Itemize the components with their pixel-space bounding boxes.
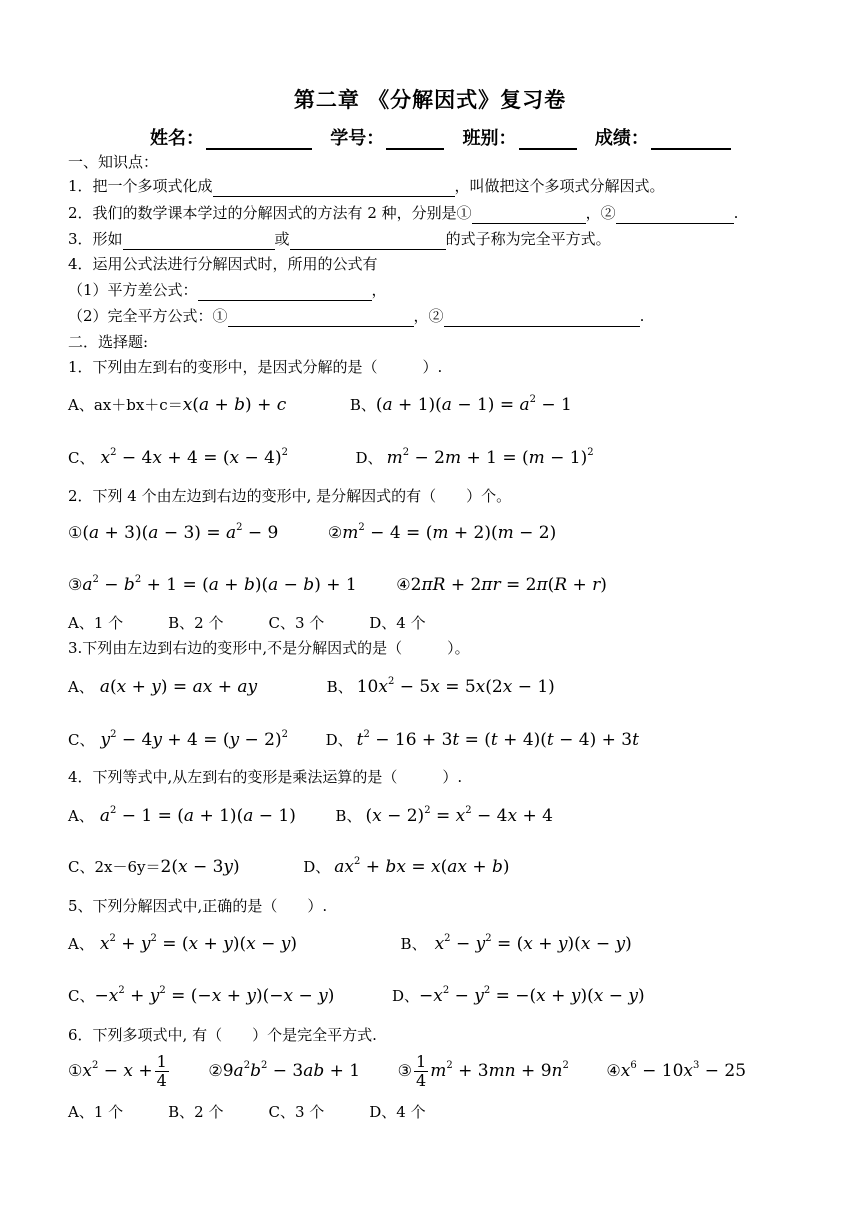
choice-q2-options[interactable]: A、1 个 B、2 个 C、3 个 D、4 个 bbox=[68, 614, 426, 632]
choice-q2-item-1: ①(a + $3)(a - 3) = a^2 - 9$ bbox=[68, 522, 279, 543]
choice-q6-item-3: ③ $\frac{1}{4}$ $m^2 + 3mn + 9n^2$ bbox=[397, 1052, 569, 1090]
knowledge-q4-2-sep: ，② bbox=[413, 307, 444, 325]
choice-q6-stem: 6．下列多项式中, 有（ ）个是完全平方式. bbox=[68, 1026, 377, 1044]
choice-q4-stem: 4．下列等式中,从左到右的变形是乘法运算的是（ ）. bbox=[68, 768, 463, 786]
knowledge-q3-end: 的式子称为完全平方式。 bbox=[445, 230, 611, 248]
choice-q3-option-a-label: A、 bbox=[68, 678, 94, 696]
knowledge-q2 bbox=[68, 202, 738, 224]
choice-q1-option-b-expr: $(a + 1)(a - 1) = a^2 - 1$ bbox=[375, 394, 572, 415]
choice-q4-option-b-label: B、 bbox=[335, 807, 362, 825]
choice-q1-option-a[interactable] bbox=[68, 396, 286, 414]
knowledge-q4: 4．运用公式法进行分解因式时，所用的公式有 bbox=[68, 255, 378, 273]
choice-q1-option-a-expr: x(a + b) + c bbox=[182, 395, 287, 415]
choice-q4-option-a[interactable] bbox=[68, 807, 296, 825]
choice-q3-option-d[interactable] bbox=[326, 731, 639, 749]
knowledge-q1-text: 1．把一个多项式化成 bbox=[68, 177, 213, 195]
score-blank[interactable] bbox=[651, 130, 731, 150]
knowledge-q3-or: 或 bbox=[274, 230, 290, 248]
choice-q5-option-d-expr: $-x^2 - y^2 = -(x + y)(x - y)$ bbox=[418, 985, 645, 1006]
choice-q1-stem: 1．下列由左到右的变形中，是因式分解的是（ ）. bbox=[68, 358, 443, 376]
knowledge-q4-2-blank-2[interactable] bbox=[444, 310, 640, 327]
page-title: 第二章 《分解因式》复习卷 bbox=[293, 88, 567, 112]
knowledge-q2-blank-2[interactable] bbox=[616, 207, 734, 224]
knowledge-q3 bbox=[68, 228, 611, 250]
choice-q5-option-d[interactable] bbox=[392, 987, 645, 1005]
choice-q5-options-cd bbox=[68, 985, 645, 1007]
choice-q1-option-c[interactable] bbox=[68, 449, 288, 467]
choice-q4-option-d-label: D、 bbox=[303, 858, 331, 876]
choice-q2-item-3: $③a^2 - b^2 + 1 = (a + b)(a - b) + 1$ bbox=[68, 574, 357, 595]
choice-q2-stem: 2．下列 4 个由左边到右边的变形中, 是分解因式的有（ ）个。 bbox=[68, 487, 512, 505]
choice-q1-option-b[interactable] bbox=[350, 396, 572, 414]
choice-q3-option-b-label: B、 bbox=[326, 678, 353, 696]
choice-q5-option-a-label: A、 bbox=[68, 935, 94, 953]
choice-q5-option-a[interactable] bbox=[68, 935, 297, 953]
choice-q3-option-b-expr: $10x^2 - 5x = 5x(2x - 1)$ bbox=[356, 676, 555, 697]
choice-q4-option-b-expr: $(x - 2)^2 = x^2 - 4x + 4$ bbox=[365, 805, 553, 826]
knowledge-q4-2 bbox=[68, 305, 644, 327]
choice-q1-option-d-label: D、 bbox=[355, 449, 383, 467]
choice-q4-option-d[interactable] bbox=[303, 858, 509, 876]
choice-q3-option-c-expr: $y^2 - 4y + 4 = (y - 2)^2$ bbox=[100, 729, 289, 750]
knowledge-q4-2-text: （2）完全平方公式：① bbox=[68, 307, 228, 325]
choice-q5-option-b[interactable] bbox=[401, 935, 632, 953]
knowledge-q2-blank-1[interactable] bbox=[472, 207, 586, 224]
choice-q1-option-d[interactable] bbox=[356, 449, 594, 467]
choice-q4-options-cd bbox=[68, 856, 510, 878]
knowledge-q4-2-end: . bbox=[639, 307, 645, 325]
choice-q6-item-1: $①x^2 - x$ + $\frac{1}{4}$ bbox=[68, 1052, 167, 1090]
knowledge-q3-text: 3．形如 bbox=[68, 230, 123, 248]
knowledge-q2-text: 2．我们的数学课本学过的分解因式的方法有 2 种，分别是① bbox=[68, 204, 472, 222]
choice-q1-options-ab bbox=[68, 394, 572, 416]
choice-q5-option-c-label: C、 bbox=[68, 987, 95, 1005]
knowledge-q2-sep: ，② bbox=[585, 204, 616, 222]
knowledge-q4-1 bbox=[68, 279, 387, 301]
choice-q2-item-4: ④2πR + 2πr = 2π(R + r) bbox=[396, 575, 607, 595]
choice-q3-option-d-label: D、 bbox=[325, 731, 353, 749]
section-knowledge-heading: 一、知识点： bbox=[68, 153, 159, 171]
student-info-line bbox=[150, 124, 737, 150]
choice-q1-option-b-label: B、 bbox=[349, 396, 376, 414]
knowledge-q3-blank-1[interactable] bbox=[123, 233, 275, 250]
choice-q6-item-2: $②9a^2b^2 - 3ab + 1$ bbox=[208, 1060, 361, 1081]
choice-q6-item-4: $④x^6 - 10x^3 - 25$ bbox=[606, 1060, 747, 1081]
choice-q1-options-cd bbox=[68, 447, 594, 469]
choice-q3-option-a-expr: a(x + y) = ax + ay bbox=[99, 677, 258, 697]
choice-q5-option-c[interactable] bbox=[68, 987, 334, 1005]
knowledge-q1 bbox=[68, 175, 665, 197]
choice-q1-option-d-expr: $m^2 - 2m + 1 = (m - 1)^2$ bbox=[386, 447, 594, 468]
knowledge-q4-1-end: ， bbox=[371, 281, 387, 299]
choice-q3-option-a[interactable] bbox=[68, 678, 257, 696]
knowledge-q1-text-end: ，叫做把这个多项式分解因式。 bbox=[454, 177, 665, 195]
choice-q4-option-c-expr: 2(x − 3y) bbox=[160, 857, 240, 877]
choice-q5-options-ab bbox=[68, 933, 632, 955]
choice-q3-option-c[interactable] bbox=[68, 731, 288, 749]
choice-q1-option-c-label: C、 bbox=[68, 449, 95, 467]
choice-q1-option-a-label: A、ax＋bx＋c＝ bbox=[68, 396, 183, 414]
name-blank[interactable] bbox=[206, 130, 312, 150]
student-id-blank[interactable] bbox=[386, 130, 444, 150]
choice-q2-item-2: $②m^2 - 4 = (m + 2)(m - 2)$ bbox=[327, 522, 557, 543]
choice-q3-option-c-label: C、 bbox=[68, 731, 95, 749]
knowledge-q4-1-blank[interactable] bbox=[198, 284, 372, 301]
choice-q5-stem: 5、下列分解因式中,正确的是（ ）. bbox=[68, 897, 328, 915]
choice-q4-option-c-label: C、2x－6y＝ bbox=[68, 858, 161, 876]
choice-q3-option-d-expr: $t^2 - 16 + 3t = (t + 4)(t - 4) + 3t$ bbox=[356, 729, 639, 750]
section-choice-heading: 二．选择题: bbox=[68, 333, 149, 351]
knowledge-q3-blank-2[interactable] bbox=[290, 233, 446, 250]
choice-q2-items-34 bbox=[68, 574, 607, 596]
class-label: 班别： bbox=[462, 128, 517, 149]
choice-q6-items bbox=[68, 1052, 746, 1090]
knowledge-q4-2-blank-1[interactable] bbox=[228, 310, 414, 327]
choice-q4-option-b[interactable] bbox=[335, 807, 553, 825]
choice-q3-options-ab bbox=[68, 676, 555, 698]
choice-q6-options[interactable]: A、1 个 B、2 个 C、3 个 D、4 个 bbox=[68, 1103, 426, 1121]
knowledge-q2-end: . bbox=[733, 204, 739, 222]
choice-q3-stem: 3.下列由左边到右边的变形中,不是分解因式的是（ ）。 bbox=[68, 639, 470, 657]
choice-q5-option-c-expr: $-x^2 + y^2 = (-x + y)(-x - y)$ bbox=[94, 985, 335, 1006]
choice-q5-option-b-label: B、 bbox=[400, 935, 427, 953]
student-id-label: 学号： bbox=[330, 128, 385, 149]
choice-q3-options-cd bbox=[68, 729, 639, 751]
choice-q4-option-a-label: A、 bbox=[68, 807, 94, 825]
choice-q4-options-ab bbox=[68, 805, 553, 827]
choice-q1-option-c-expr: $x^2 - 4x + 4 = (x - 4)^2$ bbox=[100, 447, 288, 468]
class-blank[interactable] bbox=[519, 130, 577, 150]
choice-q2-items-12 bbox=[68, 522, 556, 544]
choice-q4-option-d-expr: $ax^2$ + bx = x(ax + b) bbox=[334, 856, 510, 877]
knowledge-q4-1-text: （1）平方差公式： bbox=[68, 281, 198, 299]
choice-q5-option-d-label: D、 bbox=[391, 987, 419, 1005]
choice-q5-option-a-expr: $x^2 + y^2 = (x + y)(x - y)$ bbox=[99, 933, 297, 954]
name-label: 姓名： bbox=[150, 128, 204, 149]
choice-q3-option-b[interactable] bbox=[327, 678, 555, 696]
choice-q4-option-a-expr: $a^2 - 1 = (a + 1)(a - 1)$ bbox=[99, 805, 296, 826]
choice-q5-option-b-expr: $x^2 - y^2 = (x + y)(x - y)$ bbox=[434, 933, 632, 954]
score-label: 成绩： bbox=[594, 128, 649, 149]
choice-q4-option-c[interactable] bbox=[68, 858, 240, 876]
knowledge-q1-blank[interactable] bbox=[213, 180, 455, 197]
